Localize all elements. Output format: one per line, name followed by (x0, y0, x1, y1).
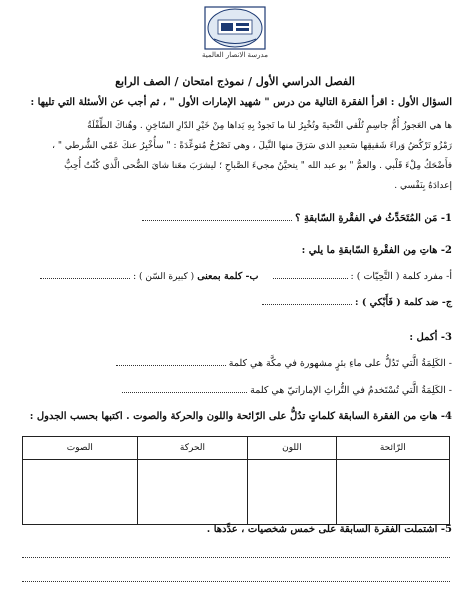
answer-line[interactable] (116, 355, 226, 366)
school-name: مدرسة الانصار العالمية (202, 51, 268, 59)
item-2-ab (12, 268, 452, 282)
cell-sound[interactable] (23, 460, 138, 525)
item-3: 3- أكمل : (409, 332, 452, 343)
col-motion: الحركة (137, 437, 248, 460)
exam-title: الفصل الدراسي الأول / نموذج امتحان / الصف الرابع (115, 75, 355, 88)
item-3b-label: - الكَلِمَةُ الَّتي تُسْتَخدمُ في التُّراثِ الإماراتيّ هي كلمة (250, 385, 452, 396)
item-1 (12, 210, 452, 224)
answer-line[interactable] (40, 268, 130, 279)
senses-table (22, 436, 450, 525)
item-4: 4- هاتِ من الفقرة السابقة كلماتٍ تدُلُّ على الرّائحة واللون والحركة والصوت . اكتبها بحسب الجدول : (29, 411, 452, 422)
item-2b-hint: ( كبيرة السّن ) : (133, 272, 195, 282)
reading-passage (14, 116, 452, 196)
question-1-prompt: السؤال الأول : اقرأ الفقرة التالية من درس " شهيد الإمارات الأول " ، ثم أجب عن الأسئلة التي تليها : (30, 97, 452, 108)
col-sound: الصوت (23, 437, 138, 460)
answer-line[interactable] (22, 556, 450, 558)
item-2b-label: ب- كلمة بمعنى (197, 271, 259, 282)
item-3b (12, 382, 452, 396)
item-5: 5- اشتملت الفقرة السابقة على خمس شخصيات ، عدِّدها . (206, 524, 452, 535)
answer-line[interactable] (122, 382, 247, 393)
cell-smell[interactable] (336, 460, 449, 525)
cell-motion[interactable] (137, 460, 248, 525)
passage-line: رَمْزُو تَرْكُضُ وَراءَ شَقيقِها سَعيدِ الذي سَرَقَ منها النَّيلَ ، وهي تَصْرُخُ مُتوعِّدَةً : " سأُخْبِرُ عنكَ عَمّي الشُّرطي " ، (52, 141, 452, 151)
item-2c-label: ج- ضد كلمة ( فَأَبْكي ) : (355, 297, 452, 308)
item-3a (12, 355, 452, 369)
item-2: 2- هاتِ مِن الفقْرةِ السّابقةِ ما يلي : (301, 245, 452, 256)
answer-line[interactable] (22, 580, 450, 582)
passage-line: إعدادَهُ بِنَفْسي . (394, 181, 452, 191)
school-emblem-icon (204, 6, 266, 50)
col-smell: الرّائحة (336, 437, 449, 460)
passage-line: فأَضْحَكُ مِلْءَ قَلْبي . والعمُّ " بو عبد الله " يتحيَّنُ مجيءَ الصَّباحِ ؛ ليشرَبَ معَنا شايَ الضُّحى الَّذي كُنْتُ أُحِبُّ (64, 161, 452, 171)
item-1-label: 1- مَن المُتَحَدِّثُ في الفقْرةِ السّابقةِ ؟ (295, 213, 452, 224)
item-3a-label: - الكَلِمَةُ الَّتي تَدُلُّ على ماءِ بئرٍ مشهورة في مكَّة هي كلمة (228, 358, 452, 369)
col-color: اللون (248, 437, 336, 460)
answer-line[interactable] (262, 294, 352, 305)
passage-line: ها هي العَجوزُ أُمُّ جاسِمٍ تُلْقي التَّحيةَ وتُخْبِرُ لنا ما تَجودُ بِهِ يَداها مِنْ خَيْرِ الدّارِ السّاخِنِ . وهُناكَ الطِّفْلَةُ (87, 121, 452, 131)
answer-line[interactable] (142, 210, 292, 221)
answer-line[interactable] (273, 268, 348, 279)
cell-color[interactable] (248, 460, 336, 525)
school-logo (200, 6, 270, 59)
item-2a-label: أ- مفرد كلمة ( التَّحِيّات ) : (350, 271, 452, 282)
item-2c (12, 294, 452, 308)
